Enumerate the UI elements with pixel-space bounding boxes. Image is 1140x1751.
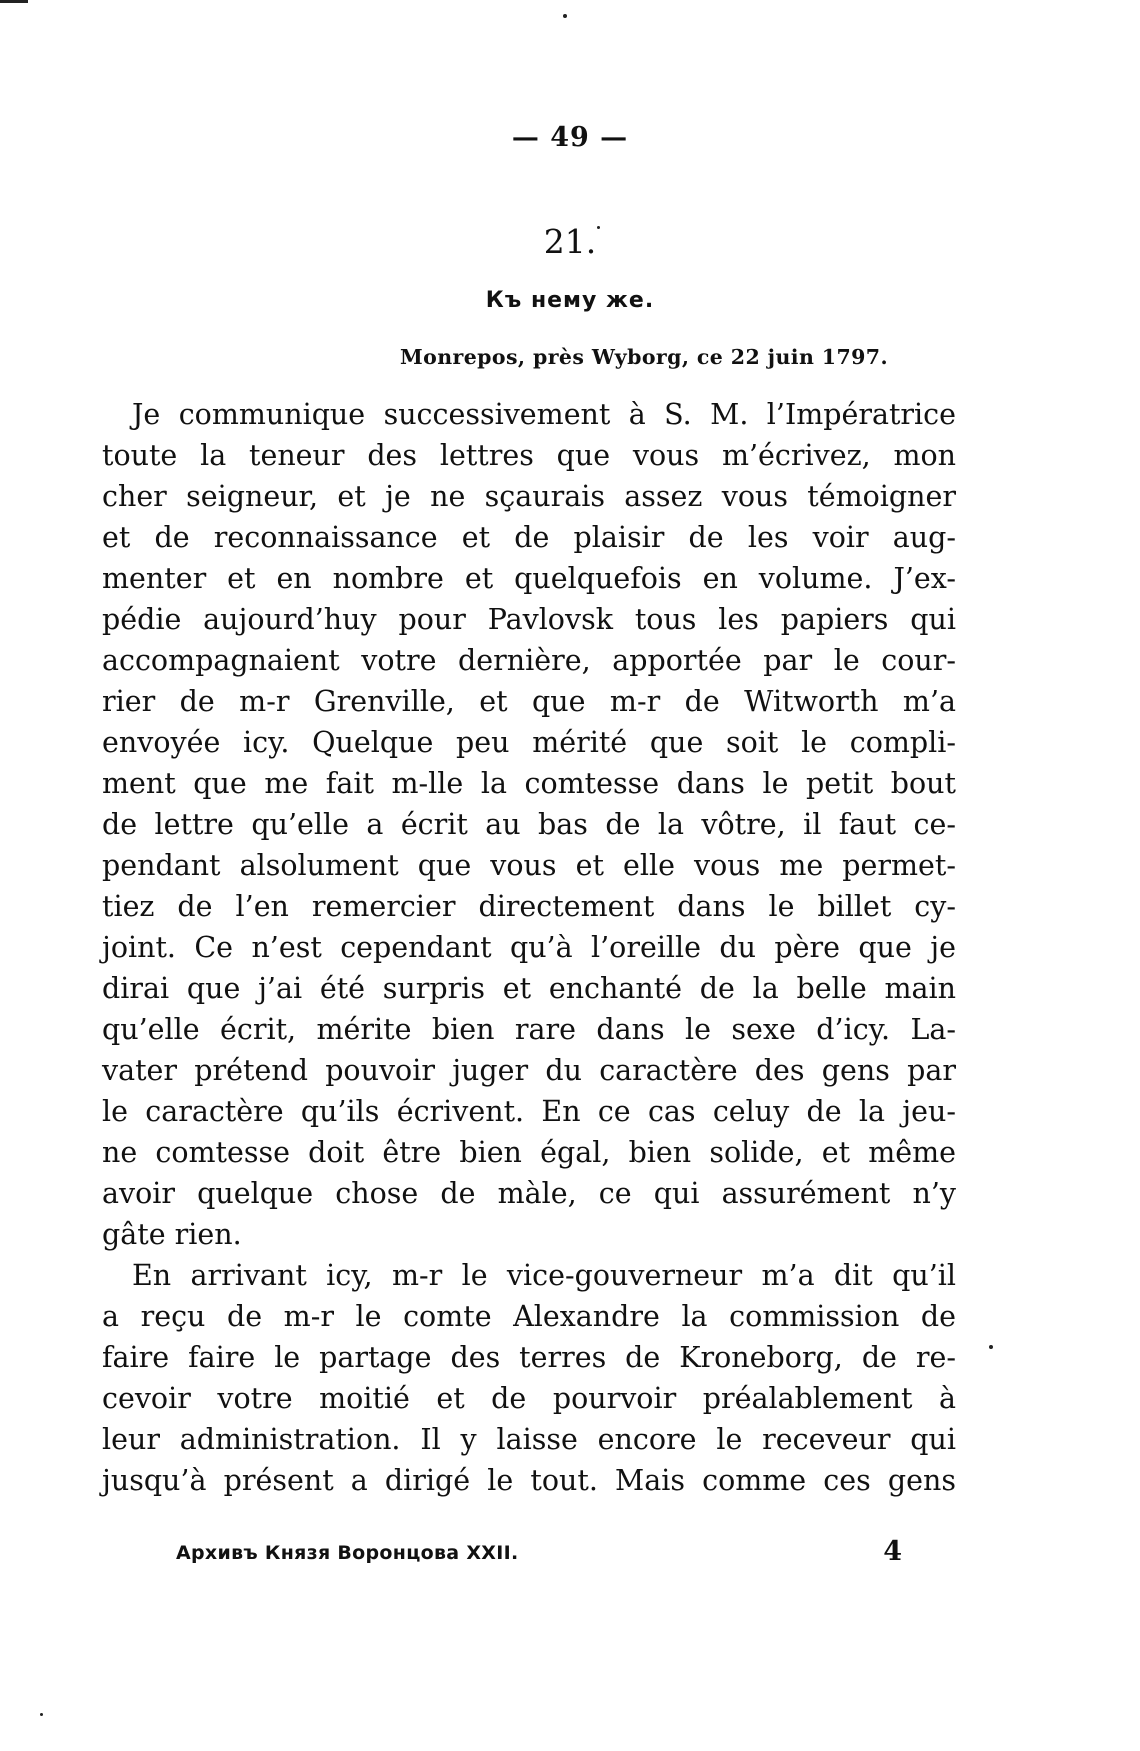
text-line: ment que me fait m-lle la comtesse dans le petit bout bbox=[102, 767, 956, 800]
scan-speck bbox=[563, 14, 567, 18]
text-line: envoyée icy. Quelque peu mérité que soit le compli- bbox=[102, 726, 956, 759]
page-number: — 49 — bbox=[511, 122, 629, 153]
text-line: rier de m-r Grenville, et que m-r de Witworth m’a bbox=[102, 685, 956, 718]
scan-speck bbox=[40, 1713, 43, 1716]
text-line: pédie aujourd’huy pour Pavlovsk tous les papiers qui bbox=[102, 603, 956, 636]
paragraph-1 bbox=[102, 394, 956, 1255]
text-line: et de reconnaissance et de plaisir de les voir aug- bbox=[102, 521, 956, 554]
text-line: tiez de l’en remercier directement dans le billet cy- bbox=[102, 890, 956, 923]
text-line: cher seigneur, et je ne sçaurais assez vous témoigner bbox=[102, 480, 956, 513]
scan-speck bbox=[989, 1345, 993, 1349]
page-footer bbox=[176, 1536, 902, 1567]
text-line: joint. Ce n’est cependant qu’à l’oreille du père que je bbox=[102, 931, 956, 964]
text-line: menter et en nombre et quelquefois en volume. J’ex- bbox=[102, 562, 956, 595]
footer-sheet-number: 4 bbox=[883, 1536, 902, 1567]
text-line: avoir quelque chose de màle, ce qui assurément n’y bbox=[102, 1177, 956, 1210]
text-line: pendant alsolument que vous et elle vous me permet- bbox=[102, 849, 956, 882]
letter-dateline: Monrepos, près Wyborg, ce 22 juin 1797. bbox=[400, 345, 888, 369]
text-line: En arrivant icy, m-r le vice-gouverneur m’a dit qu’il bbox=[132, 1259, 956, 1292]
paragraph-2 bbox=[102, 1255, 956, 1501]
text-line: le caractère qu’ils écrivent. En ce cas celuy de la jeu- bbox=[102, 1095, 956, 1128]
letter-recipient: Къ нему же. bbox=[485, 288, 655, 313]
text-line: leur administration. Il y laisse encore le receveur qui bbox=[102, 1423, 956, 1456]
text-line: faire faire le partage des terres de Kroneborg, de re- bbox=[102, 1341, 956, 1374]
text-line: vater prétend pouvoir juger du caractère des gens par bbox=[102, 1054, 956, 1087]
footer-signature-title: Архивъ Князя Воронцова XXII. bbox=[176, 1542, 519, 1564]
text-line: a reçu de m-r le comte Alexandre la commission de bbox=[102, 1300, 956, 1333]
text-line: gâte rien. bbox=[102, 1218, 242, 1251]
text-line: qu’elle écrit, mérite bien rare dans le sexe d’icy. La- bbox=[102, 1013, 956, 1046]
text-line: jusqu’à présent a dirigé le tout. Mais comme ces gens bbox=[102, 1464, 956, 1497]
text-line: toute la teneur des lettres que vous m’écrivez, mon bbox=[102, 439, 956, 472]
text-line: cevoir votre moitié et de pourvoir préalablement à bbox=[102, 1382, 956, 1415]
text-line: de lettre qu’elle a écrit au bas de la vôtre, il faut ce- bbox=[102, 808, 956, 841]
letter-number: 21. bbox=[543, 222, 597, 261]
text-line: ne comtesse doit être bien égal, bien solide, et même bbox=[102, 1136, 956, 1169]
scan-edge-mark bbox=[0, 0, 28, 3]
letter-body bbox=[102, 394, 956, 1501]
text-line: dirai que j’ai été surpris et enchanté de la belle main bbox=[102, 972, 956, 1005]
text-line: Je communique successivement à S. M. l’Impératrice bbox=[132, 398, 956, 431]
text-line: accompagnaient votre dernière, apportée par le cour- bbox=[102, 644, 956, 677]
